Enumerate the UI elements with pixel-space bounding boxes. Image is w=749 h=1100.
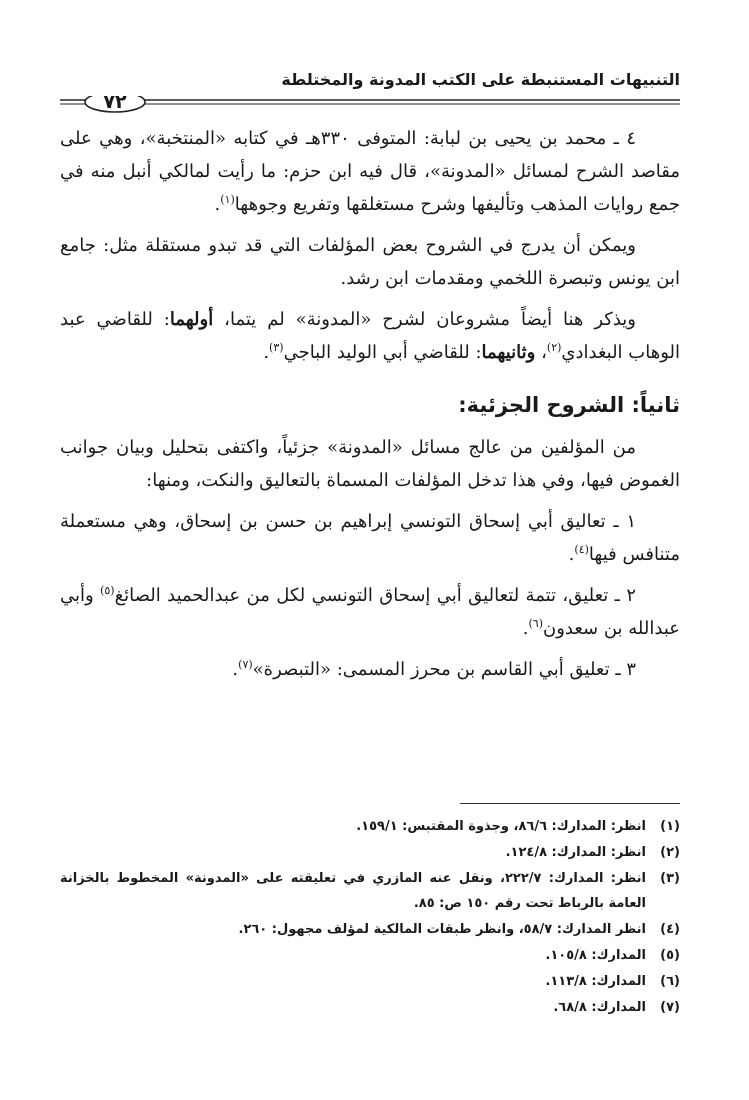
paragraph-text: ، bbox=[535, 342, 547, 363]
end-period: . bbox=[214, 194, 221, 215]
footnote-text: انظر: المدارك: ١٢٤/٨. bbox=[505, 845, 646, 860]
footnote-number: (٤) bbox=[660, 922, 680, 937]
footnote bbox=[60, 995, 680, 1020]
footnote-ref[interactable]: (٧) bbox=[238, 658, 253, 671]
footnote-text: انظر: المدارك: ٨٦/٦، وجذوة المقتبس: ١٥٩/١. bbox=[356, 819, 646, 834]
footnote-number: (٦) bbox=[660, 974, 680, 989]
footnote bbox=[60, 866, 680, 916]
footnote-ref[interactable]: (٥) bbox=[100, 584, 115, 597]
list-item-3 bbox=[60, 653, 680, 686]
running-title: التنبيهات المستنبطة على الكتب المدونة والمختلطة bbox=[281, 70, 680, 89]
paragraph-text: : للقاضي عبد الوهاب البغدادي bbox=[60, 309, 680, 363]
paragraph-partial-commentaries bbox=[60, 431, 680, 497]
footnotes bbox=[60, 814, 680, 1021]
footnote-text: المدارك: ٦٨/٨. bbox=[553, 1000, 646, 1015]
footnote-text: المدارك: ١٠٥/٨. bbox=[545, 948, 646, 963]
footnote-text: انظر: المدارك: ٢٢٢/٧، ونقل عنه المازري في تعليقته على «المدونة» المخطوط بالخزانة العامة بالرباط تحت رقم ١٥٠ ص: ٨٥. bbox=[60, 871, 646, 911]
footnote-number: (٣) bbox=[660, 871, 680, 886]
paragraph-text: وأبي عبدالله بن سعدون bbox=[60, 585, 680, 639]
bold-label-first: أولهما bbox=[169, 309, 214, 330]
paragraph-text: ٣ ـ تعليق أبي القاسم بن محرز المسمى: «التبصرة» bbox=[252, 659, 636, 680]
list-item-2 bbox=[60, 579, 680, 645]
list-item-1 bbox=[60, 505, 680, 571]
header-rule bbox=[60, 96, 680, 114]
paragraph-text: ويمكن أن يدرج في الشروح بعض المؤلفات التي قد تبدو مستقلة مثل: جامع ابن يونس وتبصرة اللخمي ومقدمات ابن رشد. bbox=[60, 235, 680, 289]
footnote-ref[interactable]: (٣) bbox=[269, 341, 284, 354]
footnote bbox=[60, 917, 680, 942]
footnote-ref[interactable]: (٤) bbox=[574, 543, 589, 556]
footnote-number: (٧) bbox=[660, 1000, 680, 1015]
paragraph-text: ٢ ـ تعليق، تتمة لتعاليق أبي إسحاق التونسي لكل من عبدالحميد الصائغ bbox=[114, 585, 636, 606]
page-header bbox=[60, 64, 680, 113]
bold-label-second: وثانيهما bbox=[481, 342, 536, 363]
footnote-number: (١) bbox=[660, 819, 680, 834]
main-text bbox=[60, 122, 680, 694]
paragraph-text: ٤ ـ محمد بن يحيى بن لبابة: المتوفى ٣٣٠هـ في كتابه «المنتخبة»، وهي على مقاصد الشرح لمسائل «المدونة»، قال فيه ابن حزم: ما رأيت لمالكي أنبل منه في جمع روايات المذهب وتأليفها وشرح مستغلقها وتفريع وجوهها bbox=[60, 128, 680, 215]
end-period: . bbox=[232, 659, 239, 680]
end-period: . bbox=[568, 544, 575, 565]
footnote-ref[interactable]: (٦) bbox=[528, 617, 543, 630]
paragraph-other-works bbox=[60, 229, 680, 295]
section-heading: ثانياً: الشروح الجزئية: bbox=[458, 393, 680, 417]
footnote bbox=[60, 814, 680, 839]
paragraph-text: من المؤلفين من عالج مسائل «المدونة» جزئياً، واكتفى بتحليل وبيان جوانب الغموض فيها، وفي هذا تدخل المؤلفات المسماة بالتعاليق والنكت، ومنها: bbox=[60, 437, 680, 491]
footnote-ref[interactable]: (١) bbox=[220, 193, 235, 206]
end-period: . bbox=[263, 342, 270, 363]
paragraph-two-projects bbox=[60, 303, 680, 369]
page-number: ٧٢ bbox=[103, 91, 127, 113]
paragraph-text: ويذكر هنا أيضاً مشروعان لشرح «المدونة» لم يتما، bbox=[213, 309, 636, 330]
footnote-text: انظر المدارك: ٥٨/٧، وانظر طبقات المالكية لمؤلف مجهول: ٢٦٠. bbox=[238, 922, 646, 937]
footnote-text: المدارك: ١١٣/٨. bbox=[545, 974, 646, 989]
footnote-ref[interactable]: (٢) bbox=[546, 341, 562, 354]
end-period: . bbox=[522, 618, 529, 639]
footnote-separator bbox=[460, 803, 680, 804]
footnote-number: (٢) bbox=[660, 845, 680, 860]
paragraph-text: : للقاضي أبي الوليد الباجي bbox=[283, 342, 482, 363]
footnote bbox=[60, 969, 680, 994]
paragraph-ibn-lubaba bbox=[60, 122, 680, 221]
footnote bbox=[60, 943, 680, 968]
footnote bbox=[60, 840, 680, 865]
footnote-number: (٥) bbox=[660, 948, 680, 963]
paragraph-text: ١ ـ تعاليق أبي إسحاق التونسي إبراهيم بن حسن بن إسحاق، وهي مستعملة متنافس فيها bbox=[60, 511, 680, 565]
